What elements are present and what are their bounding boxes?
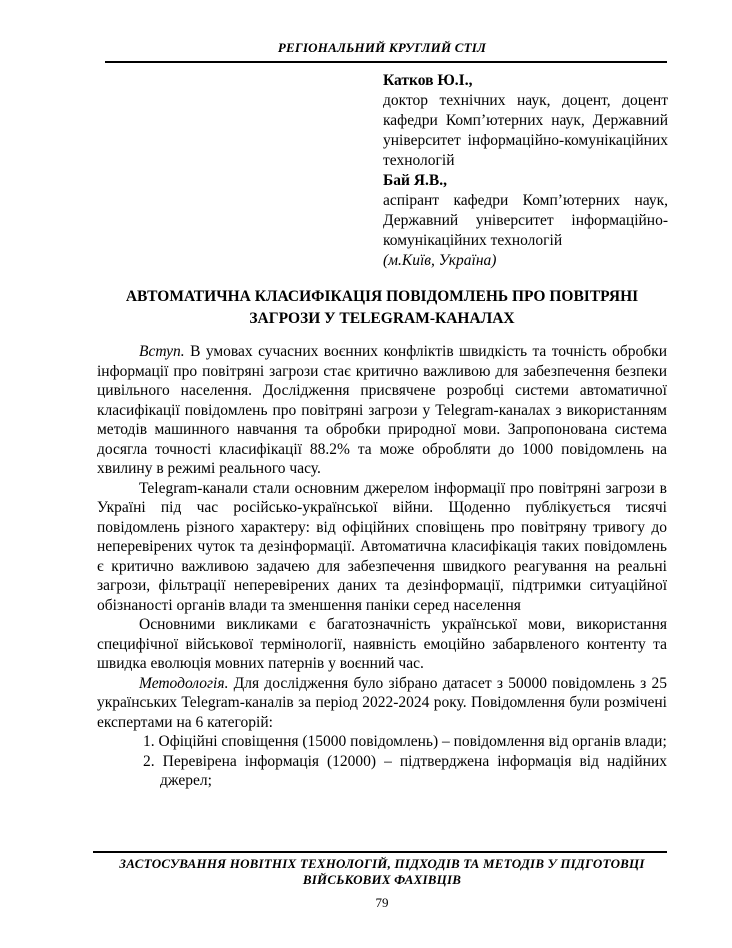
list-item-number: 1. [143, 733, 155, 750]
paragraph [97, 479, 667, 616]
paragraph-intro [97, 342, 667, 479]
article-body [97, 342, 667, 791]
paragraph-text: В умовах сучасних воєнних конфліктів швидкість та точність обробки інформації про повітряні загрози стає критично важливою для забезпечення безпеки цивільного населення. Дослідження присвячене розробці системи автоматичної класифікації повідомлень про повітряні загрози у Telegram-каналах з використанням методів машинного навчання та обробки природної мови. Запропонована система досягла точності класифікації 88.2% та може обробляти до 1000 повідомлень на хвилину в режимі реального часу. [97, 343, 667, 477]
paragraph-text: Telegram-канали стали основним джерелом інформації про повітряні загрози в Україні під час російсько-української війни. Щоденно публікується тисячі повідомлень різного характеру: від офіційних сповіщень про повітряну тривогу до неперевірених чуток та дезінформації. Автоматична класифікація таких повідомлень є критично важливою задачею для забезпечення швидкого реагування на реальні загрози, фільтрації неперевірених даних та дезінформації, підтримки ситуаційної обізнаності органів влади та зменшення паніки серед населення [97, 479, 667, 614]
paragraph-text: Основними викликами є багатозначність української мови, використання специфічної військової термінології, наявність емоційно забарвленого контенту та швидка еволюція мовних патернів у воєнний час. [97, 616, 667, 672]
list-item-text: Офіційні сповіщення (15000 повідомлень) – повідомлення від органів влади; [158, 733, 667, 750]
author-name: Катков Ю.І., [383, 72, 473, 89]
author-name: Бай Я.В., [383, 172, 447, 189]
running-header: РЕГІОНАЛЬНИЙ КРУГЛИЙ СТІЛ [277, 40, 487, 55]
author-affiliation: доктор технічних наук, доцент, доцент кафедри Комп’ютерних наук, Державний університет інформаційно-комунікаційних технологій [383, 92, 668, 169]
list-item-number: 2. [143, 752, 155, 770]
list-item [143, 732, 667, 752]
paragraph-lead: Методологія. [139, 674, 229, 692]
author-block [383, 71, 668, 271]
paragraph-methodology [97, 674, 667, 733]
author-affiliation: аспірант кафедри Комп’ютерних наук, Державний університет інформаційно-комунікаційних технологій [383, 192, 668, 249]
footer-divider [93, 851, 667, 853]
header-divider [105, 61, 667, 63]
paragraph-lead: Вступ. [139, 343, 185, 360]
paragraph [97, 615, 667, 674]
paragraph-text: Для дослідження було зібрано датасет з 50000 повідомлень з 25 українських Telegram-каналів за період 2022-2024 року. Повідомлення були розмічені експертами на 6 категорій: [97, 674, 667, 731]
author-location: (м.Київ, Україна) [383, 252, 497, 269]
article-title: АВТОМАТИЧНА КЛАСИФІКАЦІЯ ПОВІДОМЛЕНЬ ПРО ПОВІТРЯНІ ЗАГРОЗИ У TELEGRAM-КАНАЛАХ [125, 288, 639, 327]
running-footer: ЗАСТОСУВАННЯ НОВІТНІХ ТЕХНОЛОГІЙ, ПІДХОДІВ ТА МЕТОДІВ У ПІДГОТОВЦІ ВІЙСЬКОВИХ ФАХІВЦІВ [119, 856, 645, 887]
list-item-text: Перевірена інформація (12000) – підтверджена інформація від надійних джерел; [160, 752, 667, 789]
list-item [143, 752, 667, 791]
page-number: 79 [375, 895, 389, 910]
